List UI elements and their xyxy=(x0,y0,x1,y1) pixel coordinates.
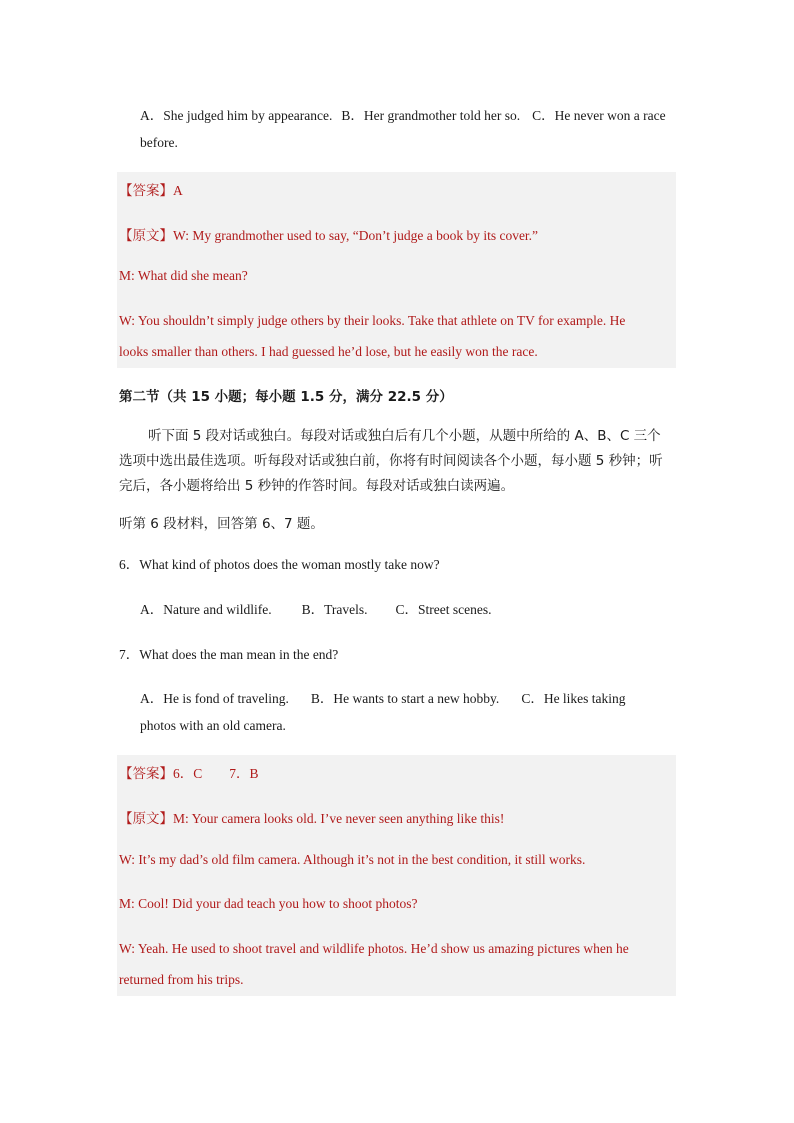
script-line-1 xyxy=(119,807,504,827)
q6-option-b: B．Travels. xyxy=(301,602,368,617)
q5-option-b: B．Her grandmother told her so. xyxy=(341,108,521,123)
q6-option-a: A．Nature and wildlife. xyxy=(140,602,272,617)
script-text: W: My grandmother used to say, “Don’t judge a book by its cover.” xyxy=(173,228,539,243)
instruction-line-2: 选项中选出最佳选项。听每段对话或独白前，你将有时间阅读各个小题，每小题 5 秒钟；听 xyxy=(119,453,663,469)
q7-options-line xyxy=(140,687,626,707)
q5-option-c-continuation: before. xyxy=(140,135,178,150)
q5-options-line xyxy=(140,104,666,124)
script-line-4: looks smaller than others. I had guessed he’d lose, but he easily won the race. xyxy=(119,344,538,359)
script-line-3: W: You shouldn’t simply judge others by their looks. Take that athlete on TV for example. He xyxy=(119,313,626,328)
q6-option-c: C．Street scenes. xyxy=(395,602,492,617)
script-line-3: M: Cool! Did your dad teach you how to shoot photos? xyxy=(119,896,418,911)
script-text: M: Your camera looks old. I’ve never seen anything like this! xyxy=(173,811,505,826)
instruction-line-3: 完后，各小题将给出 5 秒钟的作答时间。每段对话或独白读两遍。 xyxy=(119,478,515,494)
script-line-1 xyxy=(119,224,538,244)
script-line-4: W: Yeah. He used to shoot travel and wildlife photos. He’d show us amazing pictures when he xyxy=(119,941,629,956)
q5-option-c: C．He never won a race xyxy=(532,108,666,123)
answer-line-1 xyxy=(119,179,183,199)
answer-value: A xyxy=(173,183,183,198)
q7-option-b: B．He wants to start a new hobby. xyxy=(310,691,500,706)
script-line-2: M: What did she mean? xyxy=(119,268,248,283)
answer-tag: 【答案】 xyxy=(119,766,173,782)
script-tag: 【原文】 xyxy=(119,811,173,827)
answer-line-2 xyxy=(119,762,259,782)
script-line-2: W: It’s my dad’s old film camera. Although it’s not in the best condition, it still works. xyxy=(119,852,586,867)
answer-block-2 xyxy=(117,755,676,996)
script-line-5: returned from his trips. xyxy=(119,972,244,987)
q5-option-a: A．She judged him by appearance. xyxy=(140,108,333,123)
q7-stem: 7．What does the man mean in the end? xyxy=(119,647,339,662)
q6-stem: 6．What kind of photos does the woman mostly take now? xyxy=(119,557,440,572)
q7-option-c-continuation: photos with an old camera. xyxy=(140,718,286,733)
q7-option-a: A．He is fond of traveling. xyxy=(140,691,289,706)
answer-tag: 【答案】 xyxy=(119,183,173,199)
material-note: 听第 6 段材料，回答第 6、7 题。 xyxy=(119,516,324,532)
instruction-line-1: 听下面 5 段对话或独白。每段对话或独白后有几个小题，从题中所给的 A、B、C 三个 xyxy=(148,428,661,444)
script-tag: 【原文】 xyxy=(119,228,173,244)
q6-options-line xyxy=(140,598,491,618)
q7-option-c: C．He likes taking xyxy=(521,691,626,706)
section-heading: 第二节（共 15 小题；每小题 1.5 分，满分 22.5 分） xyxy=(119,389,453,405)
answer-value: 6．C 7．B xyxy=(173,766,259,781)
